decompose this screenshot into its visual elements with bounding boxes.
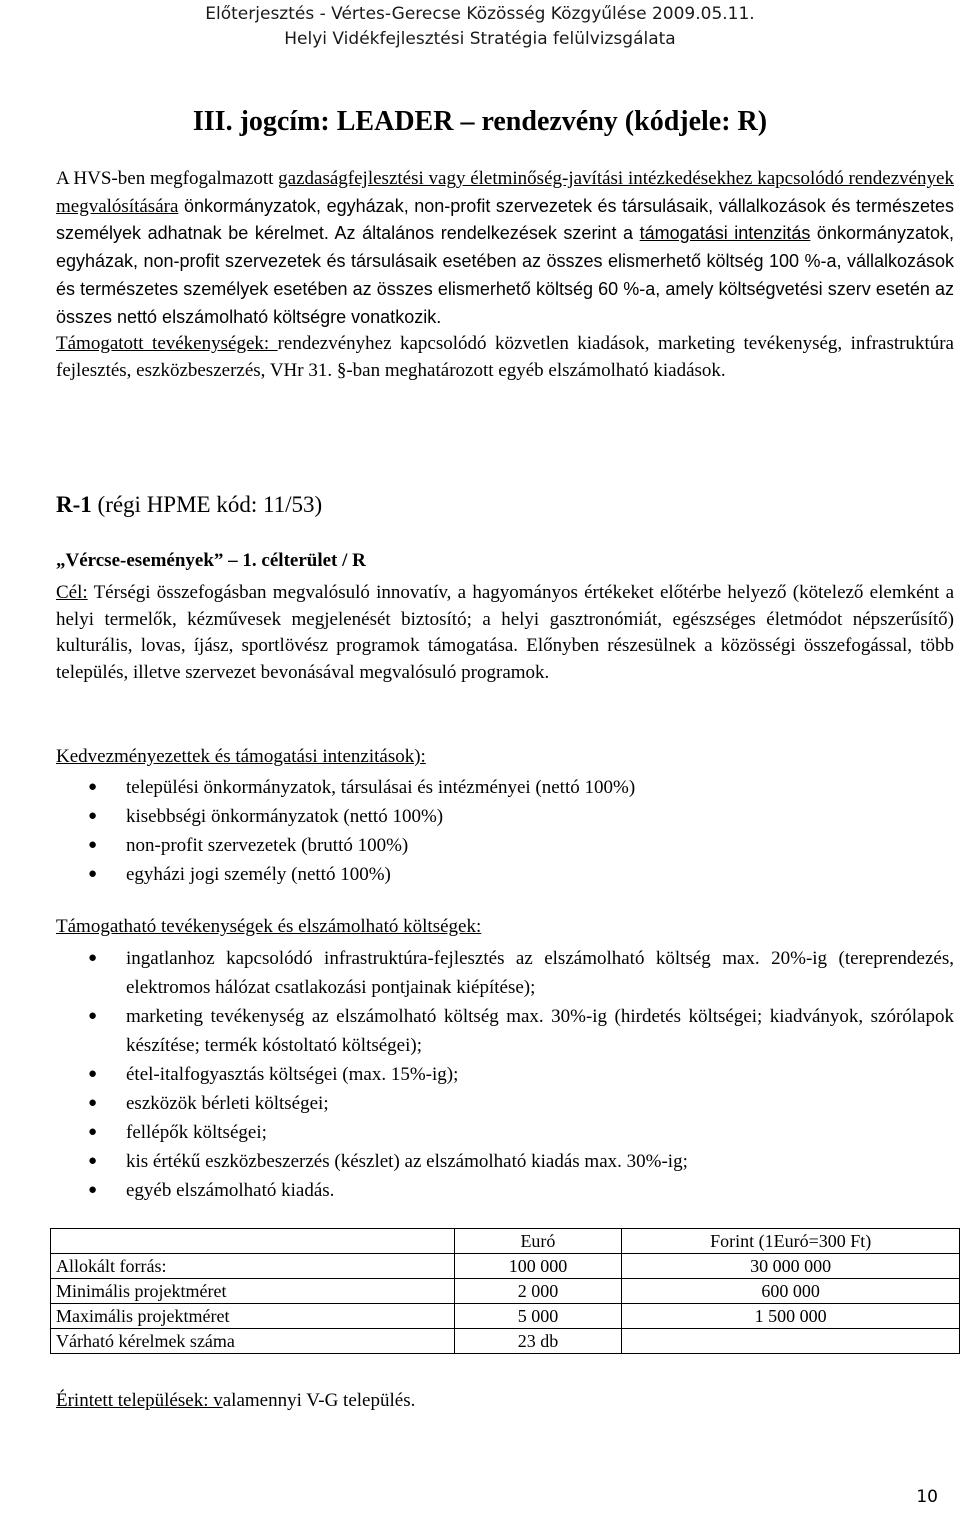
funding-table <box>50 1228 960 1354</box>
list-item: ● fellépők költségei; <box>56 1118 954 1147</box>
goal-text: Térségi összefogásban megvalósuló innovatív, a hagyományos értékeket előtérbe helyező (kötelező elemként a helyi termelők, kézművesek megjelenését biztosító; a helyi gasztronómiát, egészséges életmódot népszerűsítő) kulturális, lovas, íjász, sportlövész programok támogatása. Előnyben részesülnek a közösségi összefogással, több település, illetve szervezet bevonásával megvalósuló programok. <box>56 582 954 684</box>
list-item: ● eszközök bérleti költségei; <box>56 1089 954 1118</box>
table-header-row <box>51 1229 960 1254</box>
section-title: III. jogcím: LEADER – rendezvény (kódjele: R) <box>192 106 768 137</box>
table-header-cell: Euró <box>454 1229 622 1254</box>
list-item: ● települési önkormányzatok, társulásai és intézményei (nettó 100%) <box>56 773 954 802</box>
header-line-2: Helyi Vidékfejlesztési Stratégia felülvizsgálata <box>284 29 676 49</box>
table-cell: Allokált forrás: <box>51 1254 455 1279</box>
header-line-1: Előterjesztés - Vértes-Gerecse Közösség Közgyűlése 2009.05.11. <box>205 4 755 24</box>
beneficiaries-title: Kedvezményezettek és támogatási intenzitások): <box>56 746 426 767</box>
list-item: ● étel-italfogyasztás költségei (max. 15%-ig); <box>56 1060 954 1089</box>
intro-text: Az általános rendelkezések szerint a <box>328 223 640 244</box>
table-cell: 100 000 <box>454 1254 622 1279</box>
intro-link-intensity: támogatási intenzitás <box>639 223 811 244</box>
code-title <box>56 492 322 518</box>
code: R-1 <box>56 492 92 517</box>
table-header-cell: Forint (1Euró=300 Ft) <box>622 1229 960 1254</box>
intro-link-measures: gazdaságfejlesztési vagy életminőség-javítási intézkedésekhez kapcsolódó rendezvények megvalósítására <box>56 168 954 217</box>
settlements-line <box>56 1390 415 1412</box>
table-row <box>51 1279 960 1304</box>
intro-paragraph <box>56 166 954 385</box>
list-item: ● egyéb elszámolható kiadás. <box>56 1176 954 1205</box>
project-name: „Vércse-események” – 1. célterület / R <box>56 550 366 571</box>
list-item: ● egyházi jogi személy (nettó 100%) <box>56 860 954 889</box>
support-text: rendezvényhez kapcsolódó közvetlen kiadások, marketing tevékenység, infrastruktúra fejlesztés, eszközbeszerzés, VHr 31. §-ban meghatározott egyéb elszámolható kiadások. <box>56 333 954 381</box>
table-header-cell <box>51 1229 455 1254</box>
support-label: Támogatott tevékenységek: <box>56 333 278 355</box>
intro-text: A HVS-ben megfogalmazott <box>56 168 279 189</box>
table-cell: 30 000 000 <box>622 1254 960 1279</box>
table-row <box>51 1254 960 1279</box>
table-row <box>51 1329 960 1354</box>
page-number: 10 <box>916 1487 938 1507</box>
code-rest: (régi HPME kód: 11/53) <box>91 492 323 517</box>
list-item: ● non-profit szervezetek (bruttó 100%) <box>56 831 954 860</box>
table-cell: 5 000 <box>454 1304 622 1329</box>
intro-text: önkormányzatok, egyházak, non-profit szervezetek és társulásaik esetében az összes elismerhető költség 100 %-a, vállalkozások és természetes személyek esetében az összes elismerhető költség 60 %-a, amely költségvetési szerv esetén az összes nettó elszámolható költségre vonatkozik. <box>56 223 955 327</box>
list-item: ● kis értékű eszközbeszerzés (készlet) az elszámolható kiadás max. 30%-ig; <box>56 1147 954 1176</box>
list-item: ● ingatlanhoz kapcsolódó infrastruktúra-fejlesztés az elszámolható költség max. 20%-ig (tereprendezés, elektromos hálózat csatlakozási pontjainak kiépítése); <box>56 944 954 1002</box>
goal-label: Cél: <box>56 582 88 603</box>
beneficiaries-list <box>56 773 954 889</box>
table-cell: 600 000 <box>622 1279 960 1304</box>
list-item: ● marketing tevékenység az elszámolható költség max. 30%-ig (hirdetés költségei; kiadványok, szórólapok készítése; termék kóstoltató költségei); <box>56 1002 954 1060</box>
table-cell: Minimális projektméret <box>51 1279 455 1304</box>
table-cell: 2 000 <box>454 1279 622 1304</box>
list-item: ● kisebbségi önkormányzatok (nettó 100%) <box>56 802 954 831</box>
settlements-text: alamennyi V-G település. <box>222 1390 416 1411</box>
activities-title: Támogatható tevékenységek és elszámolható költségek: <box>56 916 482 937</box>
table-row <box>51 1304 960 1329</box>
table-cell: Várható kérelmek száma <box>51 1329 455 1354</box>
activities-list <box>56 944 954 1205</box>
table-cell: 23 db <box>454 1329 622 1354</box>
table-cell <box>622 1329 960 1354</box>
table-cell: 1 500 000 <box>622 1304 960 1329</box>
table-cell: Maximális projektméret <box>51 1304 455 1329</box>
goal-paragraph <box>56 580 954 687</box>
settlements-label: Érintett települések: v <box>56 1390 223 1411</box>
intro-text: önkormányzatok, egyházak, non-profit szervezetek és társulásaik, vállalkozások és természetes személyek adhatnak be kérelmet. <box>56 195 954 244</box>
